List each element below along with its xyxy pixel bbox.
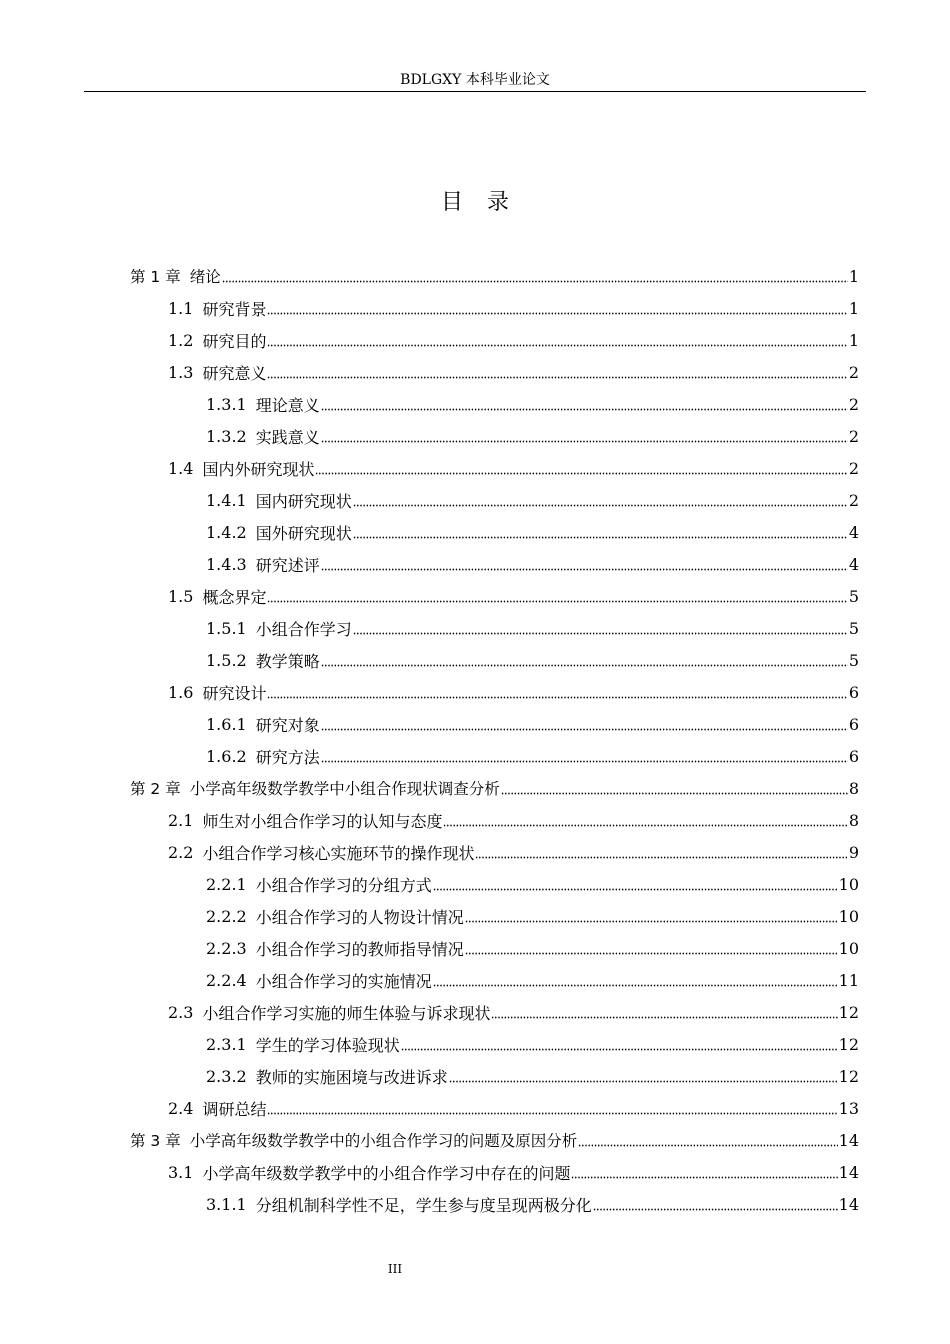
toc-entry-number: 1.6.1	[206, 714, 247, 734]
toc-entry-title: 师生对小组合作学习的认知与态度	[202, 811, 443, 831]
toc-entry-page: 10	[838, 938, 859, 958]
toc-chapter-entry[interactable]	[0, 772, 950, 804]
toc-entry-title: 教师的实施困境与改进诉求	[255, 1067, 448, 1087]
toc-entry-page: 10	[838, 874, 859, 894]
toc-dot-leader	[267, 1100, 837, 1116]
toc-entry-page: 5	[848, 650, 859, 670]
toc-entry-title: 研究目的	[202, 331, 267, 351]
toc-section-entry[interactable]	[0, 548, 950, 580]
toc-dot-leader	[443, 812, 847, 828]
toc-entry-page: 11	[838, 970, 859, 990]
toc-dot-leader	[321, 652, 848, 668]
toc-entry-page: 5	[848, 586, 859, 606]
toc-dot-leader	[571, 1164, 837, 1180]
toc-entry-page: 14	[838, 1130, 859, 1150]
toc-entry-number: 1.4.2	[206, 522, 247, 542]
toc-entry-title: 国内研究现状	[255, 491, 352, 511]
toc-section-entry[interactable]	[0, 900, 950, 932]
running-header: BDLGXY 本科毕业论文	[400, 72, 550, 88]
toc-entry-number: 1.3.2	[206, 426, 247, 446]
toc-entry-number: 1.6	[168, 682, 194, 702]
toc-entry-page: 4	[848, 522, 859, 542]
toc-entry-page: 13	[838, 1098, 859, 1118]
toc-dot-leader	[267, 684, 847, 700]
toc-entry-page: 6	[848, 714, 859, 734]
toc-dot-leader	[501, 780, 848, 796]
toc-entry-number: 2.2	[168, 842, 194, 862]
toc-entry-title: 小组合作学习核心实施环节的操作现状	[202, 843, 475, 863]
toc-dot-leader	[465, 940, 838, 956]
toc-dot-leader	[491, 1004, 837, 1020]
toc-section-entry[interactable]	[0, 1156, 950, 1188]
toc-entry-number: 1.5.2	[206, 650, 247, 670]
toc-entry-title: 分组机制科学性不足，学生参与度呈现两极分化	[255, 1195, 592, 1215]
toc-entry-number: 2.3.2	[206, 1066, 247, 1086]
toc-entry-page: 5	[848, 618, 859, 638]
toc-entry-number: 1.5	[168, 586, 194, 606]
toc-entry-title: 实践意义	[255, 427, 320, 447]
toc-section-entry[interactable]	[0, 1188, 950, 1220]
toc-entry-title: 小组合作学习实施的师生体验与诉求现状	[202, 1003, 491, 1023]
toc-entry-page: 10	[838, 906, 859, 926]
toc-entry-number: 2.2.1	[206, 874, 247, 894]
toc-entry-page: 4	[848, 554, 859, 574]
toc-entry-title: 研究方法	[255, 747, 320, 767]
toc-section-entry[interactable]	[0, 420, 950, 452]
toc-dot-leader	[353, 492, 848, 508]
toc-dot-leader	[353, 524, 848, 540]
toc-entry-title: 教学策略	[255, 651, 320, 671]
toc-entry-page: 12	[838, 1066, 859, 1086]
toc-dot-leader	[593, 1196, 838, 1212]
toc-dot-leader	[401, 1036, 838, 1052]
toc-entry-title: 小组合作学习的实施情况	[255, 971, 432, 991]
toc-entry-page: 1	[848, 330, 859, 350]
toc-entry-title: 研究背景	[202, 299, 267, 319]
toc-entry-number: 1.1	[168, 298, 194, 318]
toc-dot-leader	[315, 460, 847, 476]
toc-entry-number: 2.2.2	[206, 906, 247, 926]
toc-dot-leader	[321, 716, 848, 732]
toc-section-entry[interactable]	[0, 836, 950, 868]
toc-section-entry[interactable]	[0, 1060, 950, 1092]
toc-entry-title: 研究述评	[255, 555, 320, 575]
toc-entry-title: 研究意义	[202, 363, 267, 383]
toc-dot-leader	[321, 428, 848, 444]
toc-entry-page: 14	[838, 1162, 859, 1182]
toc-entry-title: 小学高年级数学教学中的小组合作学习的问题及原因分析	[189, 1132, 578, 1150]
toc-section-entry[interactable]	[0, 996, 950, 1028]
toc-dot-leader	[578, 1132, 837, 1148]
toc-entry-title: 小组合作学习的教师指导情况	[255, 939, 464, 959]
toc-section-entry[interactable]	[0, 356, 950, 388]
toc-section-entry[interactable]	[0, 452, 950, 484]
toc-entry-number: 1.4.3	[206, 554, 247, 574]
toc-entry-number: 3.1	[168, 1162, 194, 1182]
toc-entry-number: 1.4	[168, 458, 194, 478]
toc-section-entry[interactable]	[0, 1028, 950, 1060]
toc-entry-title: 小组合作学习	[255, 619, 352, 639]
toc-entry-number: 2.4	[168, 1098, 194, 1118]
toc-section-entry[interactable]	[0, 612, 950, 644]
toc-dot-leader	[321, 556, 848, 572]
toc-entry-number: 1.5.1	[206, 618, 247, 638]
toc-entry-title: 研究对象	[255, 715, 320, 735]
toc-chapter-entry[interactable]	[0, 260, 950, 292]
toc-dot-leader	[267, 332, 847, 348]
toc-entry-title: 概念界定	[202, 587, 267, 607]
toc-entry-number: 1.3.1	[206, 394, 247, 414]
toc-section-entry[interactable]	[0, 580, 950, 612]
toc-dot-leader	[449, 1068, 838, 1084]
toc-entry-page: 12	[838, 1002, 859, 1022]
toc-entry-number: 1.2	[168, 330, 194, 350]
toc-entry-number: 2.2.4	[206, 970, 247, 990]
toc-dot-leader	[433, 972, 838, 988]
toc-entry-title: 学生的学习体验现状	[255, 1035, 400, 1055]
toc-section-entry[interactable]	[0, 516, 950, 548]
toc-section-entry[interactable]	[0, 868, 950, 900]
toc-entry-number: 1.4.1	[206, 490, 247, 510]
toc-entry-number: 3.1.1	[206, 1194, 247, 1214]
toc-entry-title: 小组合作学习的人物设计情况	[255, 907, 464, 927]
toc-entry-number: 2.3	[168, 1002, 194, 1022]
toc-dot-leader	[267, 588, 847, 604]
toc-section-entry[interactable]	[0, 804, 950, 836]
toc-dot-leader	[267, 364, 847, 380]
toc-entry-page: 2	[848, 394, 859, 414]
toc-entry-title: 理论意义	[255, 395, 320, 415]
toc-entry-page: 2	[848, 362, 859, 382]
toc-section-entry[interactable]	[0, 388, 950, 420]
toc-dot-leader	[222, 268, 848, 284]
toc-entry-title: 国内外研究现状	[202, 459, 315, 479]
toc-entry-page: 2	[848, 458, 859, 478]
toc-entry-title: 小组合作学习的分组方式	[255, 875, 432, 895]
toc-section-entry[interactable]	[0, 964, 950, 996]
toc-entry-title: 小学高年级数学教学中的小组合作学习中存在的问题	[202, 1163, 571, 1183]
toc-dot-leader	[433, 876, 838, 892]
toc-entry-number: 第 2 章	[130, 780, 181, 798]
toc-list	[0, 260, 950, 1220]
toc-entry-number: 1.3	[168, 362, 194, 382]
toc-section-entry[interactable]	[0, 740, 950, 772]
toc-entry-page: 9	[848, 842, 859, 862]
toc-dot-leader	[465, 908, 838, 924]
toc-entry-page: 1	[848, 298, 859, 318]
toc-entry-number: 2.1	[168, 810, 194, 830]
toc-entry-page: 8	[848, 810, 859, 830]
toc-title: 目录	[440, 190, 533, 215]
toc-entry-number: 2.2.3	[206, 938, 247, 958]
toc-entry-title: 调研总结	[202, 1099, 267, 1119]
toc-entry-page: 6	[848, 682, 859, 702]
toc-entry-title: 国外研究现状	[255, 523, 352, 543]
toc-entry-page: 14	[838, 1194, 859, 1214]
toc-entry-page: 6	[848, 746, 859, 766]
toc-dot-leader	[321, 396, 848, 412]
header-rule	[84, 91, 866, 92]
toc-section-entry[interactable]	[0, 708, 950, 740]
toc-dot-leader	[475, 844, 847, 860]
toc-entry-page: 2	[848, 490, 859, 510]
toc-chapter-entry[interactable]	[0, 1124, 950, 1156]
toc-dot-leader	[353, 620, 848, 636]
toc-entry-number: 第 1 章	[130, 268, 181, 286]
toc-entry-number: 2.3.1	[206, 1034, 247, 1054]
toc-entry-number: 第 3 章	[130, 1132, 181, 1150]
toc-section-entry[interactable]	[0, 484, 950, 516]
toc-section-entry[interactable]	[0, 676, 950, 708]
toc-dot-leader	[321, 748, 848, 764]
toc-section-entry[interactable]	[0, 932, 950, 964]
toc-section-entry[interactable]	[0, 324, 950, 356]
toc-entry-number: 1.6.2	[206, 746, 247, 766]
toc-entry-title: 研究设计	[202, 683, 267, 703]
toc-entry-page: 2	[848, 426, 859, 446]
toc-section-entry[interactable]	[0, 292, 950, 324]
toc-dot-leader	[267, 300, 847, 316]
toc-entry-page: 12	[838, 1034, 859, 1054]
toc-entry-page: 8	[848, 778, 859, 798]
toc-entry-title: 小学高年级数学教学中小组合作现状调查分析	[189, 780, 500, 798]
page-number: III	[387, 1262, 403, 1276]
toc-section-entry[interactable]	[0, 1092, 950, 1124]
toc-section-entry[interactable]	[0, 644, 950, 676]
toc-entry-page: 1	[848, 266, 859, 286]
toc-entry-title: 绪论	[189, 268, 221, 286]
